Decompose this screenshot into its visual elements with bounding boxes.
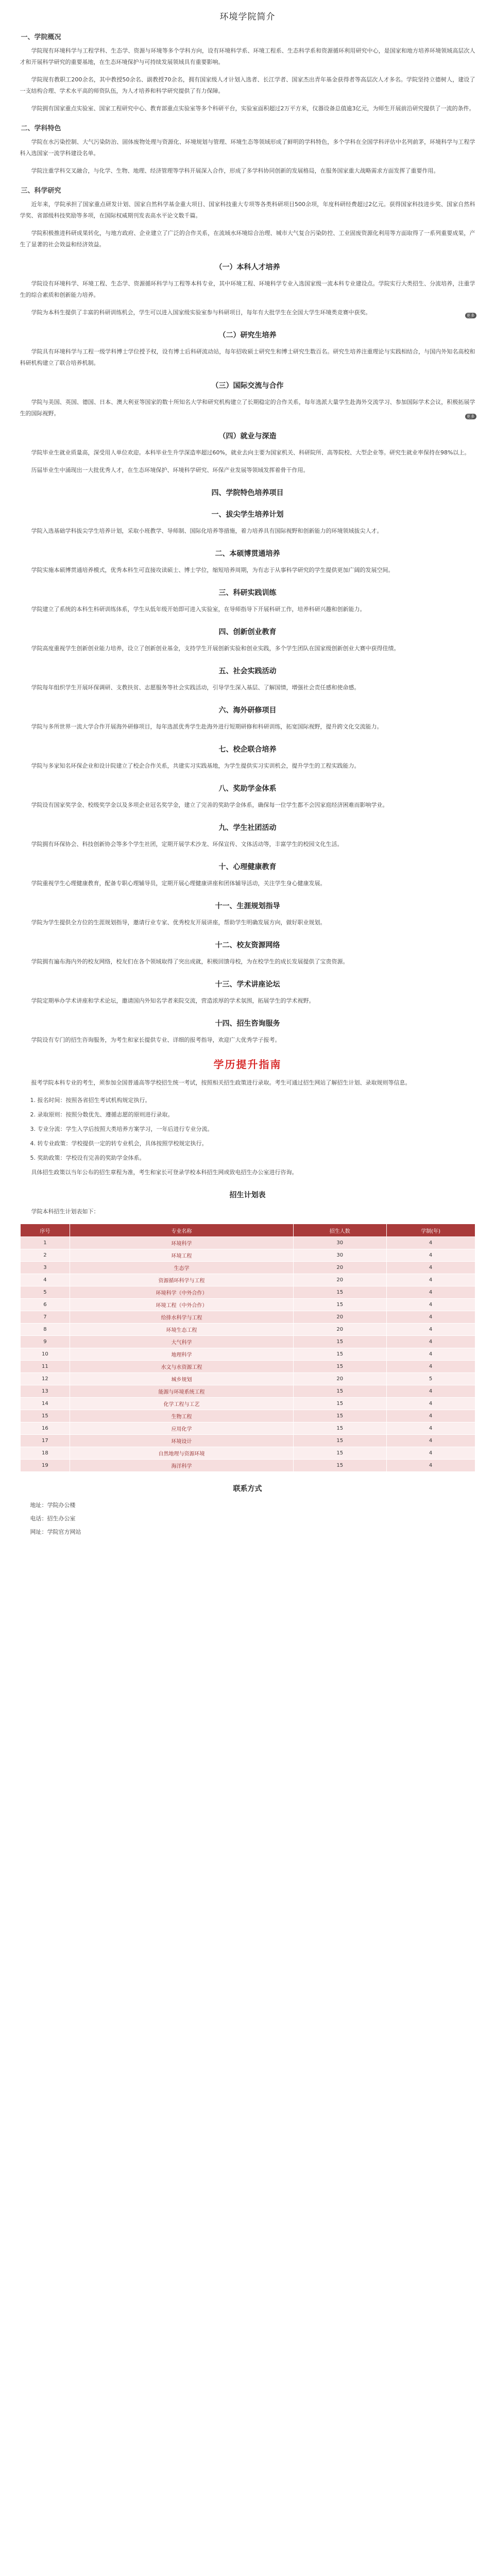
subsection-undergrad [16,262,480,318]
table-cell: 4 [386,1299,475,1311]
table-cell: 4 [386,1324,475,1336]
subsection-b [16,979,480,1007]
table-cell: 8 [20,1324,70,1336]
table-cell: 4 [386,1311,475,1324]
paragraph: 学院入选基础学科拔尖学生培养计划，采取小班教学、导师制、国际化培养等措施，着力培养具有国际视野和创新能力的环境领域拔尖人才。 [31,528,383,534]
table-cell: 4 [386,1336,475,1348]
table-cell: 15 [293,1398,386,1410]
table-cell: 16 [20,1422,70,1435]
table-cell: 15 [293,1286,386,1299]
list-item: 3. 专业分流：学生入学后按照大类培养方案学习，一年后进行专业分流。 [30,1126,213,1132]
page-title: 环境学院简介 [219,12,276,22]
table-row [20,1422,475,1435]
table-cell: 14 [20,1398,70,1410]
list-item: 4. 转专业政策：学校提供一定的转专业机会，具体按照学校规定执行。 [30,1140,208,1147]
subsection-heading: （四）就业与深造 [218,432,277,440]
table-cell: 5 [20,1286,70,1299]
paragraph: 学院本科招生计划表如下： [31,1208,99,1215]
subsection-b [16,783,480,811]
section-overview [16,31,480,114]
table-row [20,1447,475,1460]
paragraph: 学院在水污染控制、大气污染防治、固体废物处理与资源化、环境规划与管理、环境生态等领域形成了鲜明的学科特色，多个学科在全国学科评估中名列前茅，环境科学与工程学科入选国家一流学科建设名单。 [20,139,475,157]
table-row [20,1385,475,1398]
subsection-international [16,380,480,419]
plan-heading: 招生计划表 [229,1191,266,1199]
table-cell: 2 [20,1249,70,1262]
paragraph: 学院具有环境科学与工程一级学科博士学位授予权，设有博士后科研流动站，每年招收硕士研究生和博士研究生数百名。研究生培养注重理论与实践相结合，与国内外知名高校和科研机构建立了联合培养机制。 [20,348,475,366]
paragraph: 学院为本科生提供了丰富的科研训练机会，学生可以进入国家级实验室参与科研项目，每年有大批学生在全国大学生环境类竞赛中获奖。 [31,309,371,316]
subsection-b [16,666,480,693]
table-cell: 15 [293,1385,386,1398]
paragraph: 学院高度重视学生创新创业能力培养，设立了创新创业基金，支持学生开展创新实验和创业实践，多个学生团队在国家级创新创业大赛中获得佳绩。 [31,645,400,652]
subsection-heading: 六、海外研修项目 [218,706,277,715]
section-discipline [16,123,480,177]
table-cell: 12 [20,1373,70,1385]
table-cell: 4 [386,1348,475,1361]
subsection-heading: （一）本科人才培养 [215,263,280,272]
contact-item: 电话：招生办公室 [30,1515,76,1522]
part-two-heading: 四、学院特色培养项目 [211,489,284,497]
major-cell: 环境生态工程 [70,1324,293,1336]
major-cell: 环境工程 [70,1249,293,1262]
plan-table [20,1224,475,1472]
table-cell: 6 [20,1299,70,1311]
paragraph: 学院与多所世界一流大学合作开展海外研修项目，每年选派优秀学生赴海外进行短期研修和科研训练，拓宽国际视野，提升跨文化交流能力。 [31,723,383,730]
subsection-heading: 十一、生涯规划指导 [215,902,280,910]
paragraph: 学院设有环境科学、环境工程、生态学、资源循环科学与工程等本科专业，其中环境工程、环境科学专业入选国家级一流本科专业建设点。学院实行大类招生、分流培养，注重学生的综合素质和创新能力培养。 [20,280,475,298]
table-cell: 20 [293,1262,386,1274]
paragraph: 学院每年组织学生开展环保调研、支教扶贫、志愿服务等社会实践活动，引导学生深入基层、了解国情，增强社会责任感和使命感。 [31,684,360,691]
paragraph: 历届毕业生中涌现出一大批优秀人才，在生态环境保护、环境科学研究、环保产业发展等领域发挥着骨干作用。 [31,467,309,473]
table-row [20,1262,475,1274]
paragraph: 学院现有环境科学与工程学科、生态学、资源与环境等多个学科方向，设有环境科学系、环境工程系、生态科学系和资源循环利用研究中心，是国家和地方培养环境领域高层次人才和开展科学研究的重要基地，在生态环境保护与可持续发展领域具有重要影响。 [20,47,475,65]
table-cell: 4 [386,1435,475,1447]
table-row [20,1274,475,1286]
subsection-b [16,1018,480,1046]
paragraph: 学院定期举办学术讲座和学术论坛，邀请国内外知名学者来院交流，营造浓厚的学术氛围，拓展学生的学术视野。 [31,997,315,1004]
table-cell: 4 [386,1460,475,1472]
table-cell: 4 [386,1361,475,1373]
major-cell: 环境科学 [70,1237,293,1249]
apply-heading: 学历提升指南 [213,1058,282,1071]
subsection-heading: （三）国际交流与合作 [211,382,284,390]
subsection-graduate [16,330,480,369]
column-header: 序号 [20,1224,70,1237]
table-cell: 15 [293,1410,386,1422]
subsection-heading: 四、创新创业教育 [218,628,277,636]
contact-heading: 联系方式 [233,1485,262,1493]
major-cell: 能源与环境系统工程 [70,1385,293,1398]
plan-table-wrapper [20,1224,475,1472]
paragraph: 学院现有教职工200余名，其中教授50余名、副教授70余名，拥有国家级人才计划入选者、长江学者、国家杰出青年基金获得者等高层次人才多名。学院坚持立德树人，建设了一支结构合理、学术水平高的师资队伍，为人才培养和科学研究提供了有力保障。 [20,76,475,94]
paragraph: 学院与多家知名环保企业和设计院建立了校企合作关系，共建实习实践基地，为学生提供实习实训机会，提升学生的工程实践能力。 [31,762,360,769]
table-cell: 4 [20,1274,70,1286]
table-header-row [20,1224,475,1237]
major-cell: 化学工程与工艺 [70,1398,293,1410]
subsection-heading: 十四、招生咨询服务 [215,1020,280,1028]
subsection-b [16,744,480,772]
table-row [20,1336,475,1348]
paragraph: 学院设有专门的招生咨询服务，为考生和家长提供专业、详细的报考指导，欢迎广大优秀学子报考。 [31,1037,281,1043]
major-cell: 生物工程 [70,1410,293,1422]
paragraph: 学院重视学生心理健康教育，配备专职心理辅导员，定期开展心理健康讲座和团体辅导活动，关注学生身心健康发展。 [31,880,326,887]
major-cell: 大气科学 [70,1336,293,1348]
section-heading: 三、科学研究 [21,187,61,195]
subsection-heading: 一、拔尖学生培养计划 [211,511,284,519]
major-cell: 城乡规划 [70,1373,293,1385]
contact-item: 网址：学院官方网站 [30,1529,81,1535]
major-cell: 自然地理与资源环境 [70,1447,293,1460]
table-cell: 15 [293,1336,386,1348]
paragraph: 学院拥有遍布海内外的校友网络，校友们在各个领域取得了突出成就，积极回馈母校，为在校学生的成长发展提供了宝贵资源。 [31,958,349,965]
table-cell: 15 [293,1361,386,1373]
table-cell: 4 [386,1422,475,1435]
table-row [20,1311,475,1324]
table-cell: 1 [20,1237,70,1249]
paragraph: 学院建立了系统的本科生科研训练体系，学生从低年级开始即可进入实验室，在导师指导下开展科研工作，培养科研兴趣和创新能力。 [31,606,366,613]
table-cell: 20 [293,1324,386,1336]
paragraph: 报考学院本科专业的考生，须参加全国普通高等学校招生统一考试，按照相关招生政策进行录取。考生可通过招生网站了解招生计划、录取规则等信息。 [31,1079,411,1086]
subsection-heading: 三、科研实践训练 [218,589,277,597]
list-item: 1. 报名时间：按照各省招生考试机构规定执行。 [30,1097,151,1104]
table-cell: 4 [386,1385,475,1398]
paragraph: 学院为学生提供全方位的生涯规划指导，邀请行业专家、优秀校友开展讲座，帮助学生明确发展方向，做好职业规划。 [31,919,326,926]
table-cell: 20 [293,1373,386,1385]
major-cell: 海洋科学 [70,1460,293,1472]
table-row [20,1249,475,1262]
paragraph: 学院毕业生就业质量高，深受用人单位欢迎。本科毕业生升学深造率超过60%，就业去向主要为国家机关、科研院所、高等院校、大型企业等。研究生就业率保持在98%以上。 [31,449,470,456]
major-cell: 水文与水资源工程 [70,1361,293,1373]
list-item: 5. 奖助政策：学校设有完善的奖助学金体系。 [30,1155,145,1161]
plan-table-body [20,1237,475,1472]
major-cell: 给排水科学与工程 [70,1311,293,1324]
table-cell: 4 [386,1237,475,1249]
table-cell: 15 [20,1410,70,1422]
column-header: 学制(年) [386,1224,475,1237]
table-row [20,1299,475,1311]
subsection-b [16,509,480,537]
table-cell: 17 [20,1435,70,1447]
table-row [20,1361,475,1373]
column-header: 专业名称 [70,1224,293,1237]
table-cell: 18 [20,1447,70,1460]
more-button[interactable]: 更多 [465,414,476,419]
table-cell: 4 [386,1274,475,1286]
table-cell: 15 [293,1435,386,1447]
table-cell: 15 [293,1422,386,1435]
subsection-b [16,822,480,850]
major-cell: 环境科学（中外合作） [70,1286,293,1299]
table-row [20,1410,475,1422]
paragraph: 学院拥有国家重点实验室、国家工程研究中心、教育部重点实验室等多个科研平台，实验室面积超过2万平方米，仪器设备总值逾3亿元，为师生开展前沿研究提供了一流的条件。 [31,105,475,112]
section-heading: 一、学院概况 [21,33,61,41]
paragraph: 具体招生政策以当年公布的招生章程为准，考生和家长可登录学校本科招生网或致电招生办公室进行咨询。 [31,1169,298,1176]
subsection-heading: 八、奖助学金体系 [218,785,277,793]
paragraph: 近年来，学院承担了国家重点研发计划、国家自然科学基金重大项目、国家科技重大专项等各类科研项目500余项，年度科研经费超过2亿元。获得国家科技进步奖、国家自然科学奖、省部级科技奖励等多项，在国际权威期刊发表高水平论文数千篇。 [20,201,475,219]
table-row [20,1460,475,1472]
table-cell: 5 [386,1373,475,1385]
paragraph: 学院积极推进科研成果转化，与地方政府、企业建立了广泛的合作关系，在流域水环境综合治理、城市大气复合污染防控、工业固废资源化利用等方面取得了一系列重要成果，产生了显著的社会效益和经济效益。 [20,230,475,248]
paragraph: 学院与美国、英国、德国、日本、澳大利亚等国家的数十所知名大学和研究机构建立了长期稳定的合作关系，每年选派大量学生赴海外交流学习、参加国际学术会议，积极拓展学生的国际视野。 [20,399,475,417]
table-cell: 4 [386,1447,475,1460]
paragraph: 学院设有国家奖学金、校级奖学金以及多项企业冠名奖学金，建立了完善的奖助学金体系，确保每一位学生都不会因家庭经济困难而影响学业。 [31,802,388,808]
major-cell: 应用化学 [70,1422,293,1435]
table-cell: 7 [20,1311,70,1324]
subsection-heading: （二）研究生培养 [218,331,277,340]
table-cell: 15 [293,1348,386,1361]
table-row [20,1373,475,1385]
subsection-heading: 二、本硕博贯通培养 [215,550,280,558]
subsection-heading: 十二、校友资源网络 [215,941,280,950]
subsection-b [16,861,480,889]
subsection-heading: 十三、学术讲座论坛 [215,980,280,989]
subsection-b [16,940,480,968]
table-cell: 9 [20,1336,70,1348]
subsection-b [16,548,480,576]
paragraph: 学院注重学科交叉融合，与化学、生物、地理、经济管理等学科开展深入合作，形成了多学科协同创新的发展格局，在服务国家重大战略需求方面发挥了重要作用。 [31,167,439,174]
page [16,0,480,1555]
table-row [20,1237,475,1249]
table-row [20,1286,475,1299]
column-header: 招生人数 [293,1224,386,1237]
major-cell: 环境设计 [70,1435,293,1447]
subsection-b [16,626,480,654]
table-cell: 19 [20,1460,70,1472]
table-cell: 4 [386,1249,475,1262]
table-cell: 10 [20,1348,70,1361]
subsection-heading: 十、心理健康教育 [218,863,277,871]
subsection-heading: 七、校企联合培养 [218,745,277,754]
table-cell: 30 [293,1237,386,1249]
table-cell: 15 [293,1447,386,1460]
table-cell: 4 [386,1286,475,1299]
table-cell: 3 [20,1262,70,1274]
table-row [20,1435,475,1447]
major-cell: 地理科学 [70,1348,293,1361]
table-cell: 4 [386,1398,475,1410]
section-research [16,185,480,250]
table-cell: 15 [293,1299,386,1311]
table-row [20,1348,475,1361]
subsection-heading: 五、社会实践活动 [218,667,277,675]
subsection-employment [16,431,480,476]
major-cell: 生态学 [70,1262,293,1274]
subsection-heading: 九、学生社团活动 [218,824,277,832]
table-cell: 20 [293,1274,386,1286]
table-cell: 13 [20,1385,70,1398]
table-cell: 15 [293,1460,386,1472]
paragraph: 学院拥有环保协会、科技创新协会等多个学生社团，定期开展学术沙龙、环保宣传、文体活动等，丰富学生的校园文化生活。 [31,841,343,848]
list-item: 2. 录取原则：按照分数优先、遵循志愿的原则进行录取。 [30,1111,174,1118]
major-cell: 资源循环科学与工程 [70,1274,293,1286]
major-cell: 环境工程（中外合作） [70,1299,293,1311]
section-heading: 二、学科特色 [21,125,61,132]
table-cell: 4 [386,1262,475,1274]
table-row [20,1324,475,1336]
contact-item: 地址：学院办公楼 [30,1502,76,1509]
subsection-b [16,705,480,733]
table-cell: 30 [293,1249,386,1262]
table-row [20,1398,475,1410]
subsection-b [16,901,480,928]
table-cell: 4 [386,1410,475,1422]
table-cell: 11 [20,1361,70,1373]
table-cell: 20 [293,1311,386,1324]
subsection-b [16,587,480,615]
paragraph: 学院实施本硕博贯通培养模式，优秀本科生可直接攻读硕士、博士学位，缩短培养周期，为有志于从事科学研究的学生提供更加广阔的发展空间。 [31,567,394,573]
more-button[interactable]: 更多 [465,313,476,318]
